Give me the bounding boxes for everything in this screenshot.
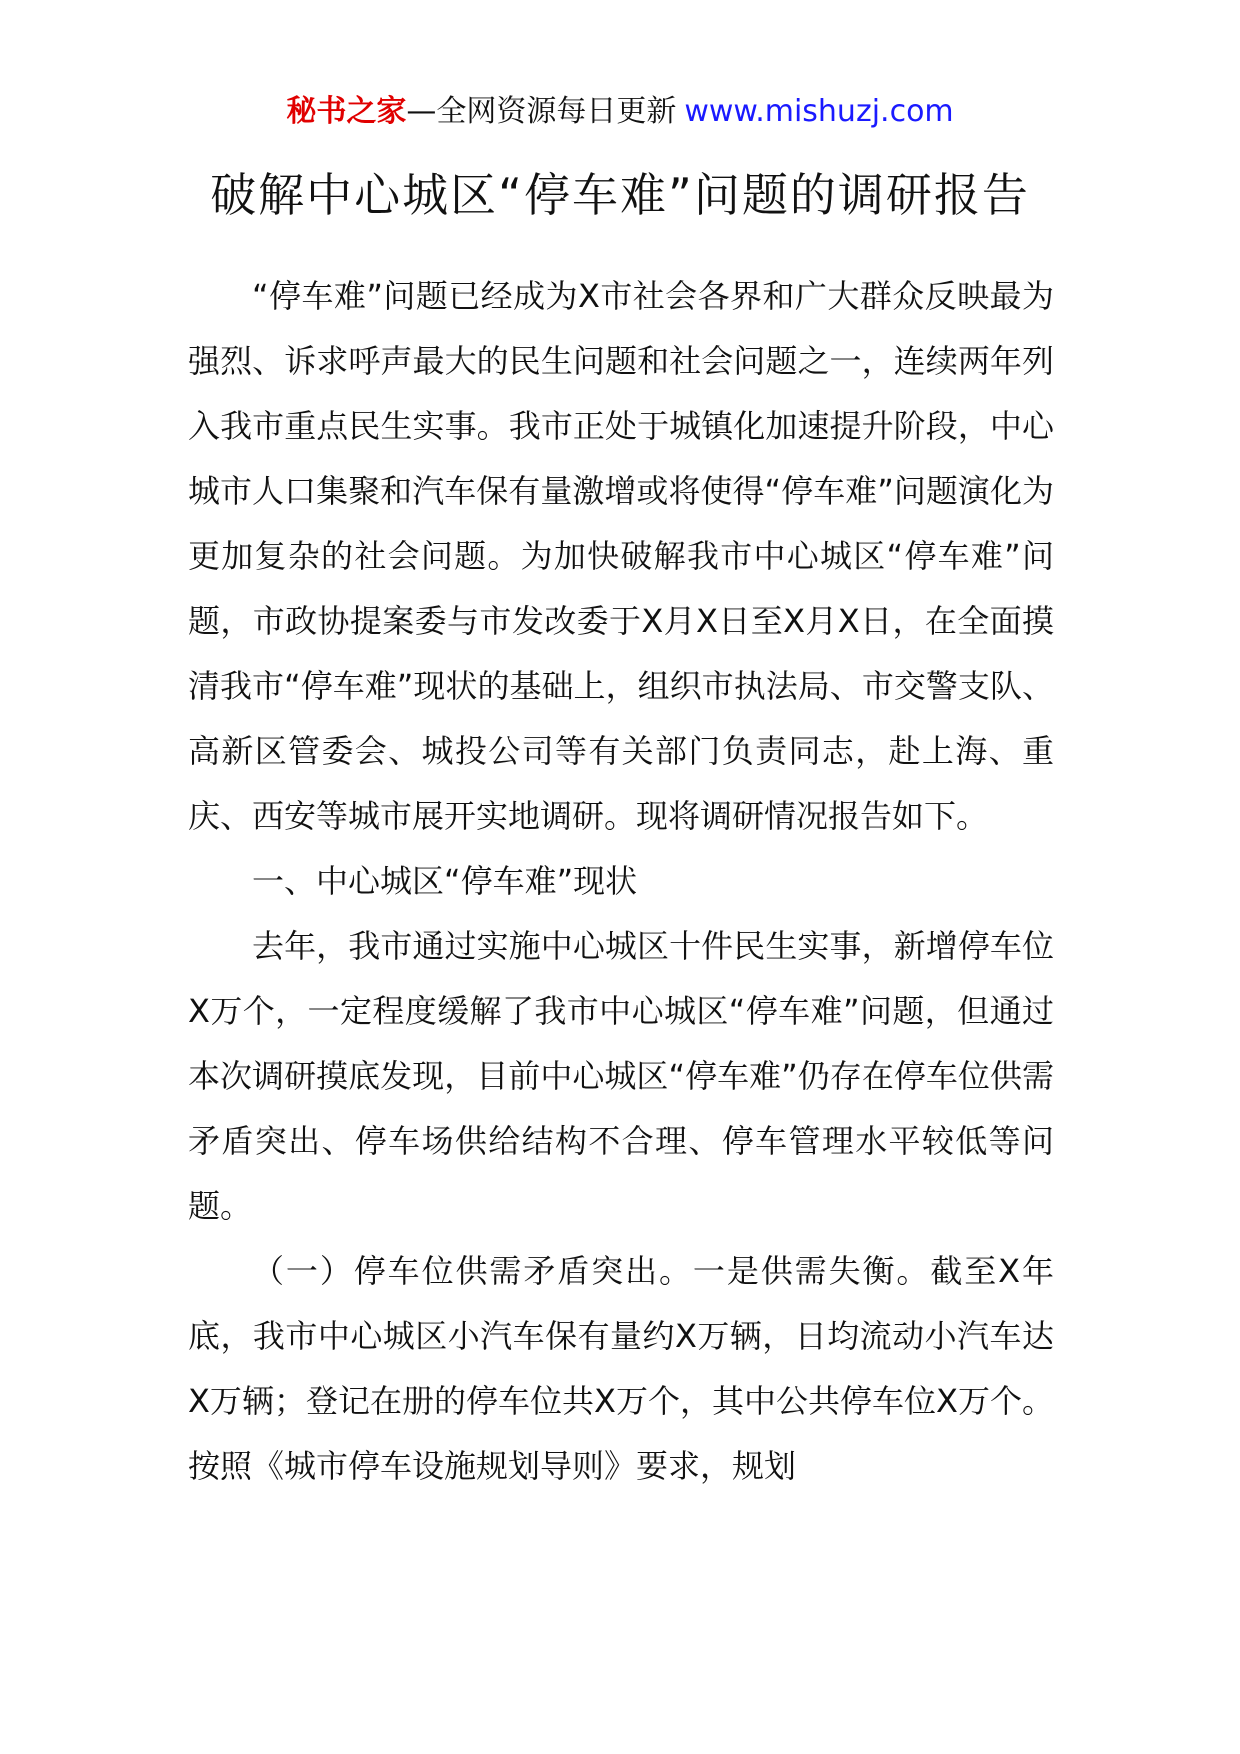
header-slogan: —全网资源每日更新 [406, 94, 677, 129]
section-heading: 一、中心城区“停车难”现状 [252, 862, 638, 900]
document-title: 破解中心城区“停车难”问题的调研报告 [210, 168, 1030, 222]
intro-paragraph: “停车难”问题已经成为X市社会各界和广大群众反映最为强烈、诉求呼声最大的民生问题和社会问题之一，连续两年列入我市重点民生实事。我市正处于城镇化加速提升阶段，中心城市人口集聚和汽车保有量激增或将使得“停车难”问题演化为更加复杂的社会问题。为加快破解我市中心城区“停车难”问题，市政协提案委与市发改委于X月X日至X月X日，在全面摸清我市“停车难”现状的基础上，组织市执法局、市交警支队、高新区管委会、城投公司等有关部门负责同志，赴上海、重庆、西安等城市展开实地调研。现将调研情况报告如下。 [188, 277, 1054, 835]
document-body [188, 264, 1054, 1499]
subsection-paragraph: （一）停车位供需矛盾突出。一是供需失衡。截至X年底，我市中心城区小汽车保有量约X万辆，日均流动小汽车达X万辆；登记在册的停车位共X万个，其中公共停车位X万个。按照《城市停车设施规划导则》要求，规划 [188, 1252, 1054, 1485]
brand-name: 秘书之家 [286, 94, 407, 129]
site-header [0, 90, 1240, 134]
site-url-link[interactable]: www.mishuzj.com [684, 94, 954, 129]
body-paragraph: 去年，我市通过实施中心城区十件民生实事，新增停车位X万个，一定程度缓解了我市中心城区“停车难”问题，但通过本次调研摸底发现，目前中心城区“停车难”仍存在停车位供需矛盾突出、停车场供给结构不合理、停车管理水平较低等问题。 [188, 927, 1054, 1225]
